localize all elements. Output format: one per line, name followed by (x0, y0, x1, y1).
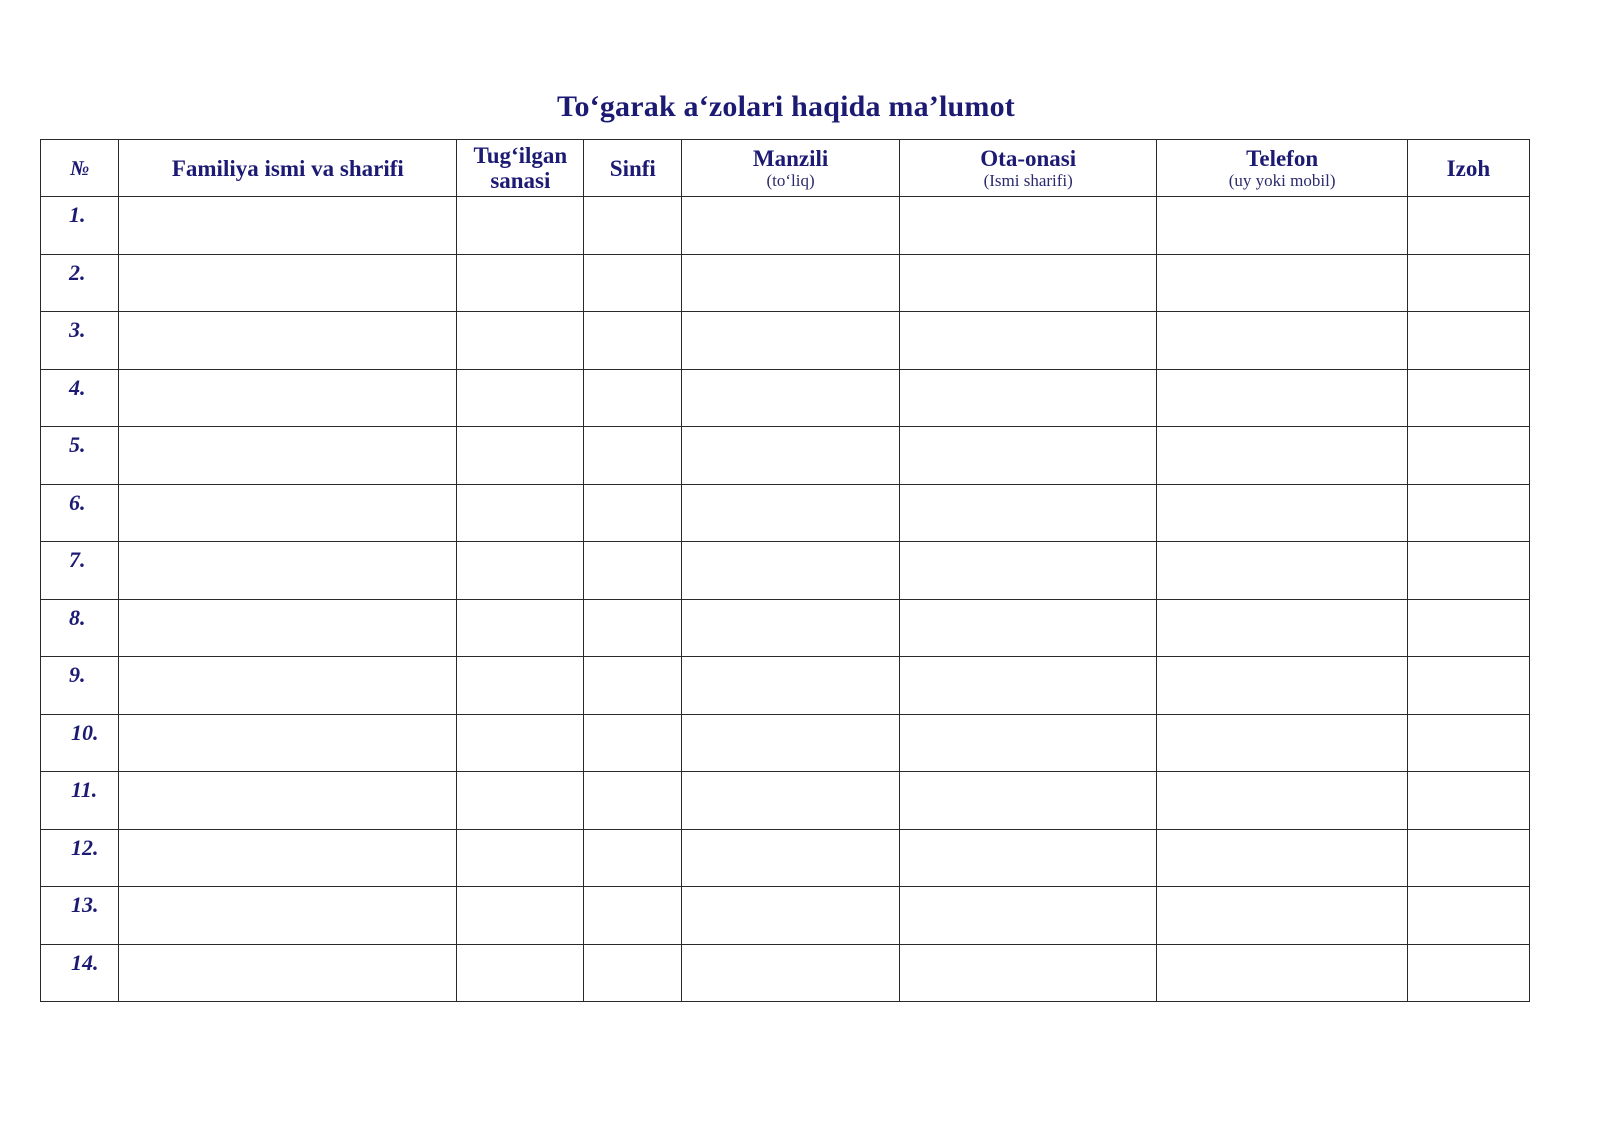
address-cell[interactable] (682, 197, 900, 255)
parents-cell[interactable] (899, 887, 1156, 945)
notes-cell[interactable] (1407, 542, 1529, 600)
address-cell[interactable] (682, 427, 900, 485)
row-number: 2. (69, 259, 86, 285)
row-number: 13. (71, 892, 99, 917)
notes-cell[interactable] (1407, 714, 1529, 772)
full-name-cell[interactable] (119, 427, 457, 485)
grade-cell[interactable] (584, 887, 682, 945)
row-number: 7. (69, 547, 86, 572)
col-header-full-name-label: Familiya ismi va sharifi (171, 155, 404, 181)
notes-cell[interactable] (1407, 657, 1529, 715)
col-header-parents (899, 140, 1156, 197)
grade-cell[interactable] (584, 197, 682, 255)
table-row (41, 657, 1530, 715)
birth-date-cell[interactable] (457, 829, 584, 887)
row-number-cell (41, 427, 119, 485)
row-number-cell (41, 714, 119, 772)
birth-date-cell[interactable] (457, 369, 584, 427)
birth-date-cell[interactable] (457, 542, 584, 600)
phone-cell[interactable] (1157, 427, 1407, 485)
col-header-birth-date (457, 140, 584, 197)
phone-cell[interactable] (1157, 887, 1407, 945)
table-row (41, 714, 1530, 772)
row-number: 12. (71, 834, 99, 860)
col-header-phone (1157, 140, 1407, 197)
birth-date-cell[interactable] (457, 657, 584, 715)
table-row (41, 944, 1530, 1002)
birth-date-cell[interactable] (457, 312, 584, 370)
birth-date-cell[interactable] (457, 772, 584, 830)
table-row (41, 599, 1530, 657)
table-row (41, 829, 1530, 887)
full-name-cell[interactable] (119, 369, 457, 427)
row-number: 3. (69, 317, 86, 342)
parents-cell[interactable] (899, 312, 1156, 370)
row-number: 11. (71, 777, 98, 802)
birth-date-cell[interactable] (457, 254, 584, 312)
phone-cell[interactable] (1157, 599, 1407, 657)
address-cell[interactable] (682, 369, 900, 427)
grade-cell[interactable] (584, 714, 682, 772)
parents-cell[interactable] (899, 542, 1156, 600)
full-name-cell[interactable] (119, 714, 457, 772)
birth-date-cell[interactable] (457, 197, 584, 255)
table-row (41, 542, 1530, 600)
notes-cell[interactable] (1407, 484, 1529, 542)
notes-cell[interactable] (1407, 772, 1529, 830)
full-name-cell[interactable] (119, 542, 457, 600)
col-header-number (41, 140, 119, 197)
table-row (41, 484, 1530, 542)
col-header-parents-label: Ota-onasi (980, 145, 1077, 171)
phone-cell[interactable] (1157, 944, 1407, 1002)
grade-cell[interactable] (584, 369, 682, 427)
grade-cell[interactable] (584, 484, 682, 542)
col-header-birth-date-label: Tug‘ilgan sanasi (473, 143, 568, 193)
notes-cell[interactable] (1407, 829, 1529, 887)
full-name-cell[interactable] (119, 599, 457, 657)
notes-cell[interactable] (1407, 427, 1529, 485)
members-table (40, 139, 1530, 1002)
grade-cell[interactable] (584, 944, 682, 1002)
full-name-cell[interactable] (119, 887, 457, 945)
full-name-cell[interactable] (119, 254, 457, 312)
row-number: 10. (71, 719, 99, 745)
address-cell[interactable] (682, 312, 900, 370)
document-title: To‘garak a‘zolari haqida ma’lumot (556, 90, 1015, 123)
parents-cell[interactable] (899, 714, 1156, 772)
full-name-cell[interactable] (119, 944, 457, 1002)
phone-cell[interactable] (1157, 657, 1407, 715)
col-header-phone-label: Telefon (1246, 145, 1319, 171)
parents-cell[interactable] (899, 484, 1156, 542)
row-number-cell (41, 772, 119, 830)
full-name-cell[interactable] (119, 657, 457, 715)
notes-cell[interactable] (1407, 312, 1529, 370)
table-row (41, 772, 1530, 830)
address-cell[interactable] (682, 542, 900, 600)
parents-cell[interactable] (899, 197, 1156, 255)
row-number-cell (41, 599, 119, 657)
parents-cell[interactable] (899, 657, 1156, 715)
notes-cell[interactable] (1407, 887, 1529, 945)
row-number: 6. (69, 489, 86, 515)
birth-date-cell[interactable] (457, 484, 584, 542)
phone-cell[interactable] (1157, 772, 1407, 830)
col-header-grade (584, 140, 682, 197)
birth-date-cell[interactable] (457, 714, 584, 772)
row-number-cell (41, 369, 119, 427)
address-cell[interactable] (682, 829, 900, 887)
row-number-cell (41, 254, 119, 312)
row-number: 8. (69, 604, 86, 630)
phone-cell[interactable] (1157, 254, 1407, 312)
address-cell[interactable] (682, 254, 900, 312)
phone-cell[interactable] (1157, 714, 1407, 772)
notes-cell[interactable] (1407, 944, 1529, 1002)
table-row (41, 427, 1530, 485)
grade-cell[interactable] (584, 657, 682, 715)
birth-date-cell[interactable] (457, 427, 584, 485)
col-header-address (682, 140, 900, 197)
grade-cell[interactable] (584, 312, 682, 370)
full-name-cell[interactable] (119, 829, 457, 887)
phone-cell[interactable] (1157, 197, 1407, 255)
full-name-cell[interactable] (119, 772, 457, 830)
full-name-cell[interactable] (119, 312, 457, 370)
grade-cell[interactable] (584, 829, 682, 887)
header-row (41, 140, 1530, 197)
row-number-cell (41, 944, 119, 1002)
address-cell[interactable] (682, 944, 900, 1002)
grade-cell[interactable] (584, 427, 682, 485)
grade-cell[interactable] (584, 599, 682, 657)
row-number: 4. (69, 374, 86, 400)
col-header-grade-label: Sinfi (609, 155, 656, 181)
notes-cell[interactable] (1407, 197, 1529, 255)
parents-cell[interactable] (899, 369, 1156, 427)
address-cell[interactable] (682, 772, 900, 830)
birth-date-cell[interactable] (457, 944, 584, 1002)
col-header-address-sub: (to‘liq) (766, 170, 815, 190)
address-cell[interactable] (682, 887, 900, 945)
address-cell[interactable] (682, 714, 900, 772)
table-row (41, 254, 1530, 312)
grade-cell[interactable] (584, 772, 682, 830)
phone-cell[interactable] (1157, 829, 1407, 887)
notes-cell[interactable] (1407, 369, 1529, 427)
table-row (41, 197, 1530, 255)
parents-cell[interactable] (899, 427, 1156, 485)
table-row (41, 369, 1530, 427)
grade-cell[interactable] (584, 254, 682, 312)
notes-cell[interactable] (1407, 599, 1529, 657)
grade-cell[interactable] (584, 542, 682, 600)
row-number-cell (41, 542, 119, 600)
parents-cell[interactable] (899, 944, 1156, 1002)
col-header-phone-sub: (uy yoki mobil) (1228, 170, 1336, 190)
col-header-notes (1407, 140, 1529, 197)
col-header-parents-sub: (Ismi sharifi) (983, 170, 1073, 190)
row-number: 9. (69, 662, 86, 687)
full-name-cell[interactable] (119, 197, 457, 255)
parents-cell[interactable] (899, 254, 1156, 312)
address-cell[interactable] (682, 657, 900, 715)
table-row (41, 312, 1530, 370)
row-number-cell (41, 484, 119, 542)
phone-cell[interactable] (1157, 312, 1407, 370)
col-header-number-label: № (70, 156, 90, 180)
row-number: 5. (69, 432, 86, 457)
row-number-cell (41, 829, 119, 887)
col-header-notes-label: Izoh (1446, 155, 1491, 181)
row-number-cell (41, 657, 119, 715)
parents-cell[interactable] (899, 599, 1156, 657)
full-name-cell[interactable] (119, 484, 457, 542)
phone-cell[interactable] (1157, 542, 1407, 600)
phone-cell[interactable] (1157, 369, 1407, 427)
row-number-cell (41, 887, 119, 945)
row-number: 14. (71, 949, 99, 975)
phone-cell[interactable] (1157, 484, 1407, 542)
notes-cell[interactable] (1407, 254, 1529, 312)
birth-date-cell[interactable] (457, 599, 584, 657)
row-number-cell (41, 197, 119, 255)
parents-cell[interactable] (899, 772, 1156, 830)
row-number-cell (41, 312, 119, 370)
address-cell[interactable] (682, 599, 900, 657)
parents-cell[interactable] (899, 829, 1156, 887)
row-number: 1. (69, 202, 86, 227)
address-cell[interactable] (682, 484, 900, 542)
table-row (41, 887, 1530, 945)
col-header-full-name (119, 140, 457, 197)
col-header-address-label: Manzili (752, 145, 829, 171)
birth-date-cell[interactable] (457, 887, 584, 945)
